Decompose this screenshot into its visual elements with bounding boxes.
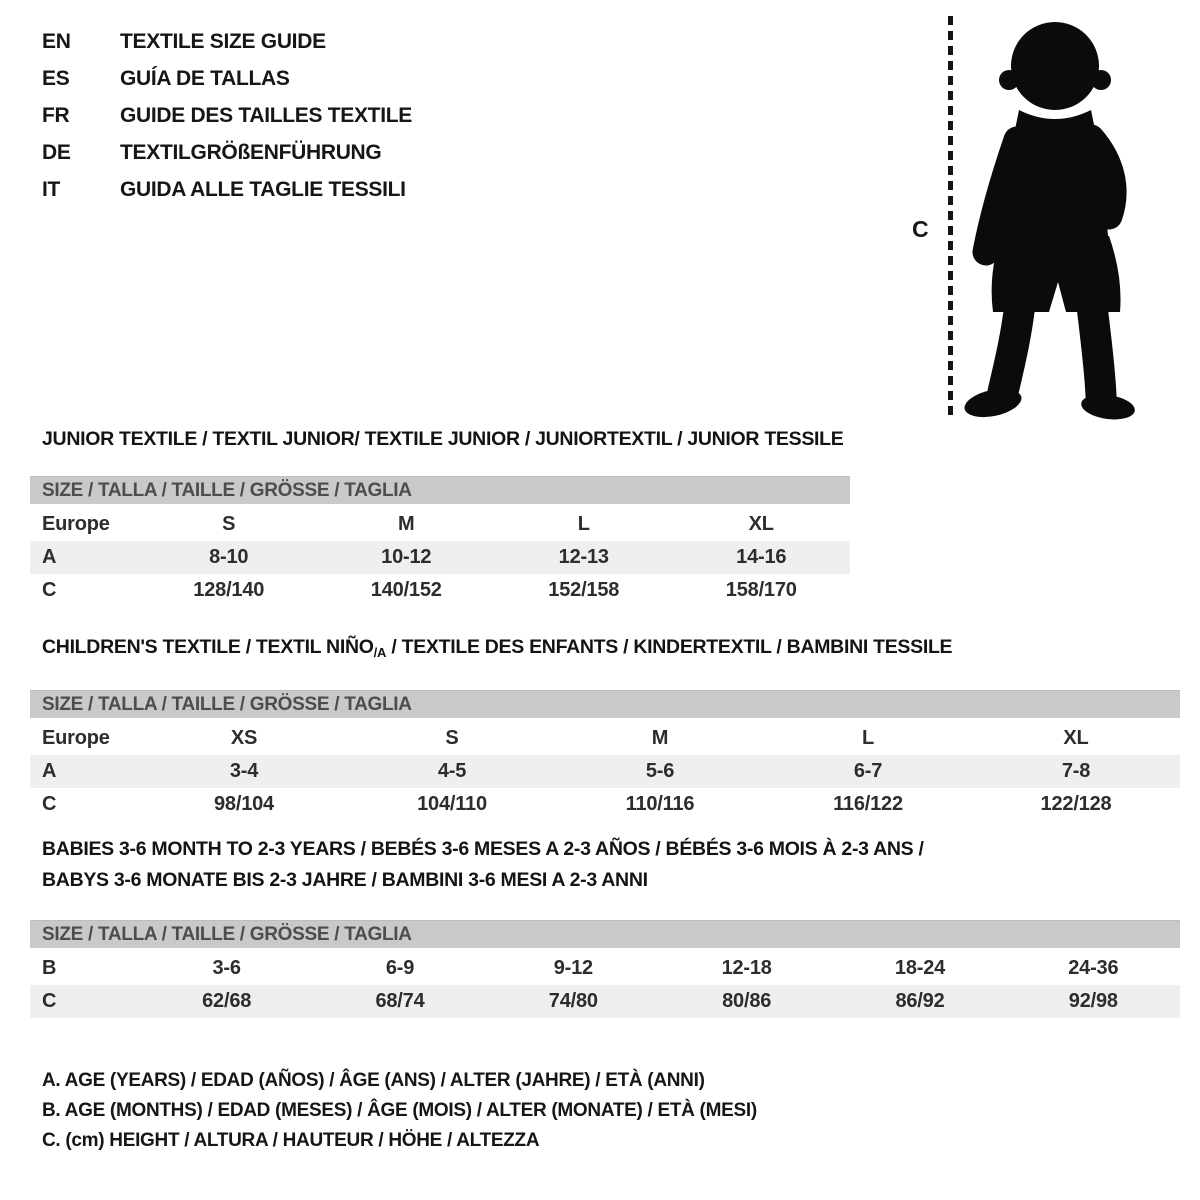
row-label: A — [42, 546, 57, 568]
measurement-legend — [42, 1066, 757, 1156]
table-cell: 62/68 — [202, 990, 252, 1012]
table-cell: M — [651, 727, 669, 749]
table-cell: 14-16 — [736, 546, 787, 568]
row-label: C — [42, 579, 57, 601]
row-label: A — [42, 760, 57, 782]
table-cell: XL — [748, 513, 774, 535]
table-cell: 5-6 — [645, 760, 675, 782]
table-cell: 104/110 — [417, 793, 487, 815]
size-header-bar: SIZE / TALLA / TAILLE / GRÖSSE / TAGLIA — [30, 920, 1180, 948]
table-cell: 116/122 — [833, 793, 903, 815]
section-title: JUNIOR TEXTILE / TEXTIL JUNIOR/ TEXTILE JUNIOR / JUNIORTEXTIL / JUNIOR TESSILE — [42, 428, 844, 450]
section-title: CHILDREN'S TEXTILE / TEXTIL $NIÑO_{/A}$ / TEXTILE DES ENFANTS / KINDERTEXTIL / BAMBINI TESSILE — [42, 636, 953, 660]
lang-title: GUIDE DES TAILLES TEXTILE — [120, 104, 412, 127]
table-cell: 3-6 — [212, 957, 241, 979]
table-cell: 3-4 — [229, 760, 259, 782]
table-cell: 12-18 — [721, 957, 772, 979]
language-title-list — [42, 30, 412, 201]
table-cell: XL — [1063, 727, 1089, 749]
table-cell: 152/158 — [548, 579, 620, 601]
table-cell: 68/74 — [375, 990, 425, 1012]
row-label: Europe — [42, 727, 110, 749]
nino-a-subscript: /A — [373, 645, 387, 660]
table-cell: L — [577, 513, 590, 535]
table-row — [30, 508, 850, 541]
table-row — [30, 985, 1180, 1018]
size-header-bar: SIZE / TALLA / TAILLE / GRÖSSE / TAGLIA — [30, 690, 1180, 718]
table-cell: 92/98 — [1068, 990, 1118, 1012]
section-children-textile — [30, 636, 1180, 821]
height-measure-label: C — [912, 216, 929, 242]
lang-title: GUÍA DE TALLAS — [120, 67, 290, 90]
row-label: B — [42, 957, 57, 979]
table-cell: 128/140 — [193, 579, 265, 601]
baby-silhouette — [962, 14, 1144, 420]
babies-size-table — [30, 920, 1180, 1018]
lang-code: IT — [42, 178, 61, 201]
table-row — [30, 722, 1180, 755]
table-cell: 12-13 — [558, 546, 609, 568]
table-cell: 10-12 — [381, 546, 432, 568]
table-cell: 9-12 — [553, 957, 593, 979]
table-row — [30, 541, 850, 574]
row-label: C — [42, 793, 57, 815]
lang-code: FR — [42, 104, 70, 127]
table-row — [30, 574, 850, 607]
lang-code: DE — [42, 141, 71, 164]
table-cell: 80/86 — [722, 990, 772, 1012]
table-cell: 6-9 — [385, 957, 415, 979]
section-junior-textile — [30, 428, 850, 607]
lang-title: TEXTILGRÖßENFÜHRUNG — [120, 141, 382, 164]
table-cell: S — [222, 513, 236, 535]
height-dashed-line — [948, 16, 953, 418]
table-cell: 18-24 — [894, 957, 946, 979]
table-cell: 140/152 — [370, 579, 442, 601]
table-row — [30, 952, 1180, 985]
table-cell: 6-7 — [853, 760, 883, 782]
table-row — [30, 755, 1180, 788]
section-title: BABIES 3-6 MONTH TO 2-3 YEARS / BEBÉS 3-6 MESES A 2-3 AÑOS / BÉBÉS 3-6 MOIS À 2-3 ANS / BABYS 3-6 MONATE BIS 2-3 JAHRE / BAMBINI 3-6 MESI A 2-3 ANNI — [42, 838, 924, 891]
legend-line-b: B. AGE (MONTHS) / EDAD (MESES) / ÂGE (MOIS) / ALTER (MONATE) / ETÀ (MESI) — [42, 1100, 757, 1121]
row-label: C — [42, 990, 57, 1012]
table-cell: 74/80 — [548, 990, 598, 1012]
table-cell: 158/170 — [725, 579, 797, 601]
table-cell: 122/128 — [1040, 793, 1112, 815]
lang-code: EN — [42, 30, 71, 53]
lang-code: ES — [42, 67, 70, 90]
junior-size-table — [30, 476, 850, 607]
table-cell: 8-10 — [209, 546, 249, 568]
section-babies-textile — [30, 834, 1180, 1018]
table-cell: L — [861, 727, 875, 749]
table-row — [30, 788, 1180, 821]
children-size-table — [30, 690, 1180, 821]
table-cell: XS — [230, 727, 258, 749]
table-cell: S — [445, 727, 459, 749]
table-cell: 24-36 — [1068, 957, 1119, 979]
legend-line-c: C. (cm) HEIGHT / ALTURA / HAUTEUR / HÖHE / ALTEZZA — [42, 1130, 540, 1151]
table-cell: 98/104 — [214, 793, 274, 815]
table-cell: 110/116 — [625, 793, 695, 815]
table-cell: M — [398, 513, 415, 535]
table-cell: 7-8 — [1061, 760, 1091, 782]
legend-line-a: A. AGE (YEARS) / EDAD (AÑOS) / ÂGE (ANS) / ALTER (JAHRE) / ETÀ (ANNI) — [42, 1070, 705, 1091]
row-label: Europe — [42, 513, 110, 535]
table-cell: 4-5 — [437, 760, 467, 782]
size-header-bar: SIZE / TALLA / TAILLE / GRÖSSE / TAGLIA — [30, 476, 850, 504]
lang-title: GUIDA ALLE TAGLIE TESSILI — [120, 178, 406, 201]
table-cell: 86/92 — [895, 990, 945, 1012]
lang-title: TEXTILE SIZE GUIDE — [120, 30, 326, 53]
